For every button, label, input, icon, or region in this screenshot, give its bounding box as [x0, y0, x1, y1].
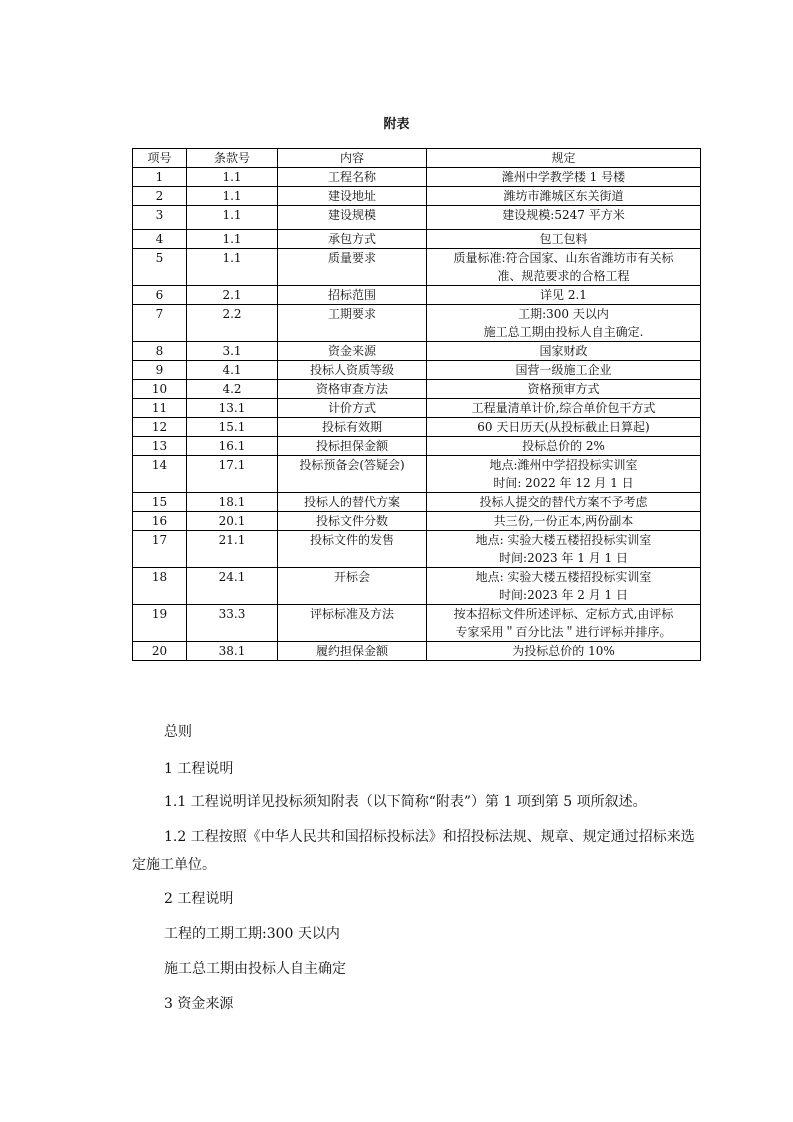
- body-paragraph: 1.1 工程说明详见投标须知附表（以下简称“附表”）第 1 项到第 5 项所叙述。: [164, 794, 647, 810]
- body-paragraph-block: [132, 885, 700, 913]
- clause-no: 13.1: [187, 399, 278, 418]
- content: 履约担保金额: [278, 642, 427, 661]
- table-row: [133, 642, 701, 661]
- provision: 地点: 实验大楼五楼招投标实训室 时间:2023 年 2 月 1 日: [427, 568, 701, 605]
- header-provision: 规定: [427, 149, 701, 168]
- clause-no: 20.1: [187, 512, 278, 531]
- item-no: 20: [133, 642, 187, 661]
- table-row: [133, 568, 701, 605]
- body-paragraph-block: [132, 920, 700, 948]
- clause-no: 4.1: [187, 361, 278, 380]
- item-no: 14: [133, 456, 187, 493]
- content: 资金来源: [278, 342, 427, 361]
- item-no: 1: [133, 168, 187, 187]
- item-no: 18: [133, 568, 187, 605]
- content: 投标担保金额: [278, 437, 427, 456]
- clause-no: 2.1: [187, 286, 278, 305]
- body-paragraph: 工程的工期工期:300 天以内: [164, 926, 340, 942]
- body-paragraph: 1 工程说明: [164, 761, 234, 777]
- table-row: [133, 437, 701, 456]
- provision: 国家财政: [427, 342, 701, 361]
- header-clause-no: 条款号: [187, 149, 278, 168]
- table-row: [133, 512, 701, 531]
- content: 建设地址: [278, 187, 427, 206]
- content: 评标标准及方法: [278, 605, 427, 642]
- clause-no: 4.2: [187, 380, 278, 399]
- table-row: [133, 399, 701, 418]
- content: 投标人的替代方案: [278, 493, 427, 512]
- item-no: 16: [133, 512, 187, 531]
- content: 投标文件分数: [278, 512, 427, 531]
- clause-no: 15.1: [187, 418, 278, 437]
- header-item-no: 项号: [133, 149, 187, 168]
- table-row: [133, 456, 701, 493]
- table-row: [133, 493, 701, 512]
- body-paragraph-block: [132, 955, 700, 983]
- table-row: [133, 380, 701, 399]
- provision: 详见 2.1: [427, 286, 701, 305]
- table-row: [133, 206, 701, 230]
- item-no: 12: [133, 418, 187, 437]
- item-no: 4: [133, 230, 187, 249]
- clause-no: 16.1: [187, 437, 278, 456]
- clause-no: 18.1: [187, 493, 278, 512]
- body-paragraph: 2 工程说明: [164, 891, 234, 907]
- body-paragraph: 总则: [164, 724, 192, 740]
- table-row: [133, 531, 701, 568]
- clause-no: 1.1: [187, 187, 278, 206]
- clause-no: 1.1: [187, 249, 278, 286]
- content: 质量要求: [278, 249, 427, 286]
- provision: 包工包料: [427, 230, 701, 249]
- provision: 地点: 实验大楼五楼招投标实训室 时间:2023 年 1 月 1 日: [427, 531, 701, 568]
- item-no: 7: [133, 305, 187, 342]
- clause-no: 33.3: [187, 605, 278, 642]
- provision: 工期:300 天以内 施工总工期由投标人自主确定.: [427, 305, 701, 342]
- item-no: 19: [133, 605, 187, 642]
- provision: 60 天日历天(从投标截止日算起): [427, 418, 701, 437]
- content: 投标文件的发售: [278, 531, 427, 568]
- item-no: 17: [133, 531, 187, 568]
- body-paragraph-block: [132, 823, 700, 879]
- provision: 投标总价的 2%: [427, 437, 701, 456]
- table-row: [133, 286, 701, 305]
- header-content: 内容: [278, 149, 427, 168]
- table-row: [133, 230, 701, 249]
- content: 工程名称: [278, 168, 427, 187]
- table-row: [133, 605, 701, 642]
- body-paragraph-block: [132, 788, 700, 816]
- table-row: [133, 249, 701, 286]
- table-row: [133, 168, 701, 187]
- clause-no: 1.1: [187, 206, 278, 230]
- item-no: 8: [133, 342, 187, 361]
- appendix-table: [132, 148, 701, 661]
- item-no: 5: [133, 249, 187, 286]
- table-row: [133, 418, 701, 437]
- item-no: 10: [133, 380, 187, 399]
- body-section-heading: [132, 718, 700, 746]
- provision: 投标人提交的替代方案不予考虑: [427, 493, 701, 512]
- content: 承包方式: [278, 230, 427, 249]
- item-no: 11: [133, 399, 187, 418]
- clause-no: 1.1: [187, 230, 278, 249]
- provision: 共三份,一份正本,两份副本: [427, 512, 701, 531]
- table-row: [133, 342, 701, 361]
- provision: 建设规模:5247 平方米: [427, 206, 701, 230]
- body-paragraph-block: [132, 755, 700, 783]
- table-header-row: [133, 149, 701, 168]
- provision: 资格预审方式: [427, 380, 701, 399]
- body-paragraph-block: [132, 990, 700, 1018]
- body-paragraph: 施工总工期由投标人自主确定: [164, 961, 346, 977]
- clause-no: 3.1: [187, 342, 278, 361]
- provision: 按本招标文件所述评标、定标方式,由评标 专家采用＂百分比法＂进行评标并排序。: [427, 605, 701, 642]
- clause-no: 21.1: [187, 531, 278, 568]
- body-paragraph: 3 资金来源: [164, 996, 234, 1012]
- content: 投标人资质等级: [278, 361, 427, 380]
- content: 投标预备会(答疑会): [278, 456, 427, 493]
- clause-no: 38.1: [187, 642, 278, 661]
- item-no: 3: [133, 206, 187, 230]
- table-row: [133, 361, 701, 380]
- provision: 潍坊市潍城区东关街道: [427, 187, 701, 206]
- table-row: [133, 305, 701, 342]
- content: 招标范围: [278, 286, 427, 305]
- provision: 国营一级施工企业: [427, 361, 701, 380]
- item-no: 6: [133, 286, 187, 305]
- content: 工期要求: [278, 305, 427, 342]
- content: 计价方式: [278, 399, 427, 418]
- clause-no: 1.1: [187, 168, 278, 187]
- content: 建设规模: [278, 206, 427, 230]
- provision: 为投标总价的 10%: [427, 642, 701, 661]
- clause-no: 2.2: [187, 305, 278, 342]
- item-no: 2: [133, 187, 187, 206]
- provision: 工程量清单计价,综合单价包干方式: [427, 399, 701, 418]
- body-paragraph: 1.2 工程按照《中华人民共和国招标投标法》和招投标法规、规章、规定通过招标来选定施工单位。: [132, 829, 695, 873]
- content: 投标有效期: [278, 418, 427, 437]
- provision: 质量标准:符合国家、山东省潍坊市有关标 准、规范要求的合格工程: [427, 249, 701, 286]
- content: 资格审查方法: [278, 380, 427, 399]
- clause-no: 17.1: [187, 456, 278, 493]
- provision: 地点:潍州中学招投标实训室 时间: 2022 年 12 月 1 日: [427, 456, 701, 493]
- item-no: 9: [133, 361, 187, 380]
- provision: 潍州中学教学楼 1 号楼: [427, 168, 701, 187]
- clause-no: 24.1: [187, 568, 278, 605]
- content: 开标会: [278, 568, 427, 605]
- appendix-title: 附表: [383, 117, 410, 132]
- item-no: 13: [133, 437, 187, 456]
- item-no: 15: [133, 493, 187, 512]
- table-row: [133, 187, 701, 206]
